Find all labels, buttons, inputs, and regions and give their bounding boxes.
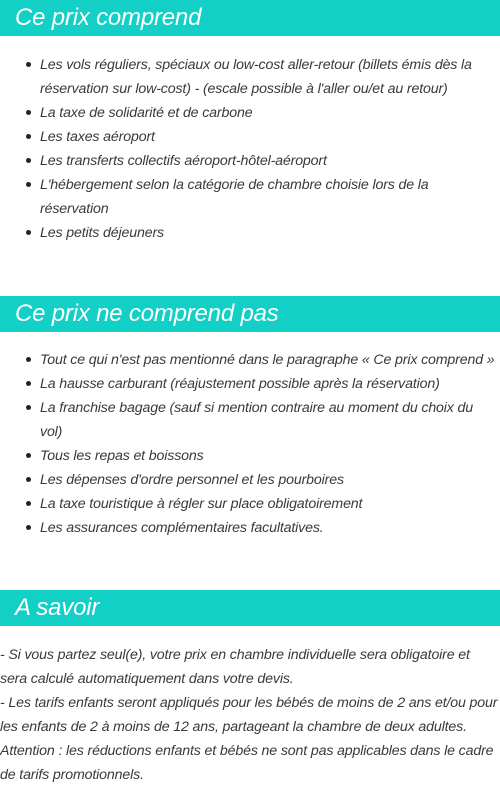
info-paragraph: Attention : les réductions enfants et bébés ne sont pas applicables dans le cadre de tarifs promotionnels. [0,743,494,783]
list-item: La taxe touristique à régler sur place obligatoirement [0,492,500,516]
list-item: Tout ce qui n'est pas mentionné dans le paragraphe « Ce prix comprend » [0,348,500,372]
bullet-icon [26,525,31,530]
excludes-list [0,348,500,540]
list-item: L'hébergement selon la catégorie de chambre choisie lors de la réservation [0,173,500,221]
list-item: La franchise bagage (sauf si mention contraire au moment du choix du vol) [0,396,500,444]
bullet-icon [26,230,31,235]
section-header-includes: Ce prix comprend [0,0,500,36]
bullet-icon [26,158,31,163]
bullet-icon [26,477,31,482]
bullet-icon [26,134,31,139]
section-header-excludes: Ce prix ne comprend pas [0,296,500,332]
list-item: Les vols réguliers, spéciaux ou low-cost aller-retour (billets émis dès la réservation sur low-cost) - (escale possible à l'aller ou/et au retour) [0,53,500,101]
info-text-block [0,643,500,787]
list-item: Les transferts collectifs aéroport-hôtel-aéroport [0,149,500,173]
bullet-icon [26,501,31,506]
info-paragraph: - Si vous partez seul(e), votre prix en chambre individuelle sera obligatoire et sera calculé automatiquement dans votre devis. [0,647,470,687]
bullet-icon [26,381,31,386]
bullet-icon [26,453,31,458]
includes-list [0,53,500,245]
bullet-icon [26,405,31,410]
bullet-icon [26,62,31,67]
bullet-icon [26,110,31,115]
bullet-icon [26,357,31,362]
list-item: La taxe de solidarité et de carbone [0,101,500,125]
info-paragraph: - Les tarifs enfants seront appliqués pour les bébés de moins de 2 ans et/ou pour les enfants de 2 à moins de 12 ans, partageant la chambre de deux adultes. [0,695,498,735]
list-item: Les taxes aéroport [0,125,500,149]
list-item: Tous les repas et boissons [0,444,500,468]
section-header-info: A savoir [0,590,500,626]
list-item: Les dépenses d'ordre personnel et les pourboires [0,468,500,492]
bullet-icon [26,182,31,187]
list-item: La hausse carburant (réajustement possible après la réservation) [0,372,500,396]
list-item: Les assurances complémentaires facultatives. [0,516,500,540]
list-item: Les petits déjeuners [0,221,500,245]
